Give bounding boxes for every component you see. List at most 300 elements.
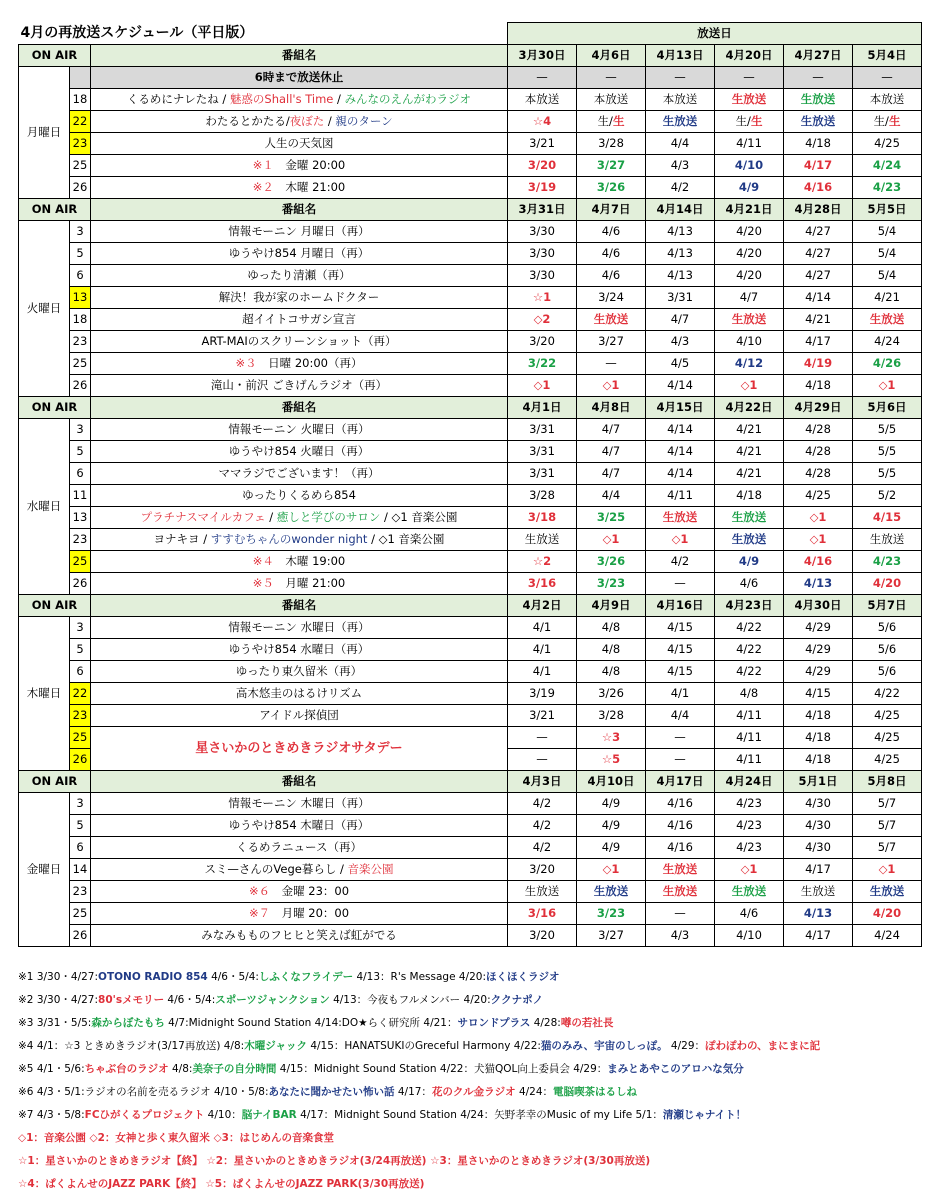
air-date-value: 4/20 <box>872 575 902 590</box>
program-name <box>91 551 508 573</box>
air-date-value: 4/28 <box>805 465 831 480</box>
air-date-value: 4/4 <box>670 135 690 150</box>
air-date-value: 生放送 <box>800 91 836 106</box>
air-date-cell <box>784 661 853 683</box>
air-date-cell <box>715 155 784 177</box>
air-date-cell <box>646 243 715 265</box>
program-name-part: 解決！我が家のホームドクター <box>218 289 380 304</box>
air-date-cell <box>577 441 646 463</box>
air-date-cell <box>853 727 922 749</box>
air-date-cell <box>508 639 577 661</box>
program-name <box>91 331 508 353</box>
hour-cell: 5 <box>70 441 91 463</box>
date-header: 4月22日 <box>715 397 784 419</box>
air-date-cell <box>508 221 577 243</box>
air-date-cell <box>577 133 646 155</box>
program-name-part: 音楽公園 <box>347 861 394 876</box>
air-date-cell <box>508 89 577 111</box>
weekday-label: 水曜日 <box>19 419 70 595</box>
air-date-value: 4/3 <box>670 927 690 942</box>
air-date-cell <box>784 837 853 859</box>
program-name-part: ※５ <box>252 575 274 590</box>
air-date-cell <box>577 177 646 199</box>
air-date-value: 4/10 <box>736 333 762 348</box>
schedule-row <box>19 485 922 507</box>
air-date-cell <box>715 639 784 661</box>
air-date-value: 4/13 <box>803 575 833 590</box>
air-date-value: 4/14 <box>667 465 693 480</box>
air-date-cell <box>577 529 646 551</box>
date-header: 4月20日 <box>715 45 784 67</box>
air-date-cell <box>853 463 922 485</box>
hour-cell: 5 <box>70 815 91 837</box>
air-date-value: 3/27 <box>596 157 626 172</box>
air-date-cell <box>784 419 853 441</box>
air-date-cell <box>577 243 646 265</box>
air-date-value: 4/1 <box>532 619 552 634</box>
air-date-value: 4/7 <box>739 289 759 304</box>
air-date-cell <box>853 243 922 265</box>
air-date-value: 4/7 <box>601 421 621 436</box>
air-date-cell <box>853 177 922 199</box>
air-date-cell <box>646 89 715 111</box>
footnote-text: ☆1：星さいかのときめきラジオ【終】 ☆2：星さいかのときめきラジオ(3/24再放送) ☆3：星さいかのときめきラジオ(3/30再放送) <box>18 1155 651 1167</box>
air-date-cell <box>853 859 922 881</box>
hour-cell: 6 <box>70 837 91 859</box>
air-date-cell <box>577 815 646 837</box>
air-date-cell <box>646 881 715 903</box>
air-date-value: 生/ <box>735 113 751 128</box>
program-name-part: ※６ <box>248 883 271 898</box>
footnote-text: ☆4：ぱくよんせのJAZZ PARK【終】 ☆5：ぱくよんせのJAZZ PARK(3/30再放送) <box>18 1178 425 1190</box>
air-date-cell <box>853 221 922 243</box>
air-date-cell <box>646 485 715 507</box>
program-name-part: ゆうやけ854 月曜日（再） <box>228 245 370 260</box>
air-date-cell <box>508 661 577 683</box>
program-name-part: 星さいかのときめきラジオサタデー <box>195 741 403 756</box>
air-date-cell <box>715 177 784 199</box>
air-date-value: 4/30 <box>805 817 831 832</box>
program-name-part: ヨナキヨ <box>153 531 200 546</box>
program-name <box>91 111 508 133</box>
air-date-cell <box>508 441 577 463</box>
air-date-cell <box>508 705 577 727</box>
air-date-cell <box>646 793 715 815</box>
air-date-value: 4/14 <box>805 289 831 304</box>
footnote-text: 木曜ジャック <box>244 1040 307 1052</box>
date-header: 4月15日 <box>646 397 715 419</box>
air-date-cell <box>715 529 784 551</box>
air-date-cell <box>577 683 646 705</box>
schedule-row <box>19 243 922 265</box>
program-name-part: すすむちゃんのwonder night <box>210 531 368 546</box>
air-date-value: 4/23 <box>872 179 902 194</box>
footnote-text: 80'sメモリー <box>98 994 165 1006</box>
air-date-value: 4/15 <box>667 663 693 678</box>
footnote-line <box>18 1104 918 1127</box>
air-date-value: 4/22 <box>736 619 762 634</box>
footnotes <box>18 966 918 1196</box>
air-date-cell <box>646 67 715 89</box>
footnote-text: ※4 4/1：☆3 ときめきラジオ(3/17再放送) 4/8: <box>18 1040 245 1052</box>
air-date-cell <box>577 551 646 573</box>
air-date-cell <box>508 793 577 815</box>
air-date-value: 4/16 <box>667 795 693 810</box>
air-date-cell <box>715 749 784 771</box>
program-name <box>91 683 508 705</box>
air-date-cell <box>853 67 922 89</box>
air-date-cell <box>508 375 577 397</box>
air-date-value: 3/20 <box>529 927 555 942</box>
air-date-cell <box>784 243 853 265</box>
air-date-value: 4/17 <box>805 927 831 942</box>
air-date-value: 3/31 <box>667 289 693 304</box>
program-column-header: 番組名 <box>91 595 508 617</box>
air-date-cell <box>784 925 853 947</box>
program-name-part: ※２ <box>252 179 274 194</box>
schedule-row <box>19 287 922 309</box>
program-name <box>91 441 508 463</box>
program-name <box>91 661 508 683</box>
air-date-cell <box>715 881 784 903</box>
air-date-cell <box>853 331 922 353</box>
program-name-part: ※３ <box>235 355 257 370</box>
program-name-part: わたるとかたる <box>205 113 286 128</box>
air-date-cell <box>646 529 715 551</box>
program-name <box>91 881 508 903</box>
hour-cell: 23 <box>70 133 91 155</box>
air-date-value: 4/6 <box>739 905 759 920</box>
program-name-part: ゆうやけ854 木曜日（再） <box>228 817 370 832</box>
air-date-value: 生放送 <box>869 883 905 898</box>
air-date-cell <box>853 617 922 639</box>
air-date-value: 4/18 <box>805 377 831 392</box>
schedule-row <box>19 903 922 925</box>
air-date-cell <box>646 419 715 441</box>
air-date-value: 4/25 <box>805 487 831 502</box>
air-date-cell <box>784 111 853 133</box>
schedule-row <box>19 859 922 881</box>
air-date-cell <box>715 925 784 947</box>
air-date-cell <box>508 331 577 353</box>
program-name <box>91 507 508 529</box>
footnote-text: ※7 4/3・5/8: <box>18 1109 85 1121</box>
air-date-cell <box>508 265 577 287</box>
program-name-part: 月曜 20：00 <box>270 905 350 920</box>
air-date-value: 4/15 <box>805 685 831 700</box>
air-date-value: 生放送 <box>731 91 767 106</box>
air-date-cell <box>646 331 715 353</box>
air-date-value: 4/30 <box>805 795 831 810</box>
air-date-cell <box>853 903 922 925</box>
air-date-value: 4/29 <box>805 663 831 678</box>
air-date-value: 3/27 <box>598 333 624 348</box>
footnote-text: 4/10： <box>204 1109 242 1121</box>
air-date-value: 生/ <box>873 113 889 128</box>
date-header: 4月30日 <box>784 595 853 617</box>
air-date-value: 生放送 <box>869 311 905 326</box>
air-date-cell <box>577 617 646 639</box>
air-date-cell <box>577 265 646 287</box>
rebroadcast-schedule-table <box>18 22 922 947</box>
air-date-cell <box>508 551 577 573</box>
air-date-cell <box>508 529 577 551</box>
footnote-text: 清瀬じゃナイト！ <box>662 1109 747 1121</box>
footnote-text: サロンドプラス <box>457 1017 531 1029</box>
program-name-part: ゆうやけ854 水曜日（再） <box>228 641 370 656</box>
footnote-text: 猫のみみ、宇宙のしっぽ。 <box>540 1040 668 1052</box>
program-name-part: みんなのえんがわラジオ <box>344 91 472 106</box>
program-name <box>91 89 508 111</box>
program-name <box>91 265 508 287</box>
airdate-header: 放送日 <box>508 23 922 45</box>
weekday-label: 月曜日 <box>19 67 70 199</box>
footnote-text: 4/7:Midnight Sound Station 4/14:DO★らく研究所 4/21： <box>164 1017 458 1029</box>
hour-cell: 3 <box>70 617 91 639</box>
air-date-value: 4/23 <box>736 839 762 854</box>
air-date-cell <box>715 67 784 89</box>
hour-cell: 3 <box>70 221 91 243</box>
air-date-value: 3/30 <box>529 267 555 282</box>
hour-cell: 14 <box>70 859 91 881</box>
air-date-cell <box>784 89 853 111</box>
footnote-text: ※5 4/1・5/6: <box>18 1063 85 1075</box>
program-name <box>91 309 508 331</box>
program-name-part: 高木悠圭のはるけリズム <box>235 685 363 700</box>
program-name-part: スミ—さんのVege暮らし <box>204 861 337 876</box>
air-date-cell <box>577 221 646 243</box>
air-date-cell <box>853 309 922 331</box>
footnote-line <box>18 1150 918 1173</box>
air-date-value: 3/21 <box>529 135 555 150</box>
hour-cell: 25 <box>70 155 91 177</box>
program-name-part: 金曜 20:00 <box>273 157 346 172</box>
program-name <box>91 617 508 639</box>
air-date-value: 5/4 <box>877 223 897 238</box>
air-date-value: 4/7 <box>601 443 621 458</box>
air-date-cell <box>715 793 784 815</box>
air-date-value: 4/29 <box>805 641 831 656</box>
program-name-part: くるめにナレたね <box>126 91 219 106</box>
schedule-row <box>19 155 922 177</box>
air-date-cell <box>853 155 922 177</box>
air-date-value: 3/31 <box>529 421 555 436</box>
air-date-value: 生放送 <box>662 113 698 128</box>
air-date-cell <box>577 925 646 947</box>
footnote-text: 4/17： <box>394 1086 432 1098</box>
air-date-cell <box>646 683 715 705</box>
air-date-cell <box>853 573 922 595</box>
day-header-row <box>19 595 922 617</box>
air-date-cell <box>508 67 577 89</box>
air-date-cell <box>508 419 577 441</box>
air-date-cell <box>853 441 922 463</box>
footnote-text: 4/13：R's Message 4/20: <box>353 971 486 983</box>
program-name-part: 癒しと学びのサロン <box>276 509 381 524</box>
air-date-cell <box>508 485 577 507</box>
air-date-value: 4/17 <box>805 333 831 348</box>
footnote-line <box>18 1081 918 1104</box>
program-name <box>91 485 508 507</box>
footnote-text: ◇1：音楽公園 ◇2：女神と歩く東久留米 ◇3：はじめんの音楽食堂 <box>18 1132 334 1144</box>
air-date-cell <box>577 287 646 309</box>
air-date-cell <box>784 265 853 287</box>
air-date-value: 3/26 <box>596 179 626 194</box>
footnote-text: 4/15：HANATSUKIのGreceful Harmony 4/22: <box>307 1040 541 1052</box>
air-date-value: ◇1 <box>740 377 758 392</box>
air-date-cell <box>508 177 577 199</box>
program-name-part: / <box>324 113 336 128</box>
hour-cell: 6 <box>70 463 91 485</box>
air-date-value: 4/18 <box>805 729 831 744</box>
air-date-cell <box>646 551 715 573</box>
footnote-text: 噂の若社長 <box>560 1017 614 1029</box>
air-date-value: 3/31 <box>529 465 555 480</box>
air-date-value: 4/30 <box>805 839 831 854</box>
schedule-row <box>19 463 922 485</box>
air-date-value: — <box>605 69 617 84</box>
air-date-value: 3/30 <box>529 223 555 238</box>
air-date-cell <box>784 67 853 89</box>
program-name-part: 木曜 19:00 <box>273 553 346 568</box>
air-date-value: — <box>605 355 617 370</box>
footnote-text: ちゃぶ台のラジオ <box>84 1063 169 1075</box>
on-air-label: ON AIR <box>19 199 91 221</box>
program-name-part: 6時まで放送休止 <box>254 69 344 84</box>
air-date-value: ☆4 <box>532 113 552 128</box>
air-date-value: 4/9 <box>601 839 621 854</box>
on-air-label: ON AIR <box>19 595 91 617</box>
air-date-value: 4/19 <box>803 355 833 370</box>
air-date-cell <box>577 903 646 925</box>
air-date-cell <box>646 309 715 331</box>
schedule-row <box>19 111 922 133</box>
program-name <box>91 793 508 815</box>
program-name-part: ゆったり清瀬（再） <box>247 267 351 282</box>
air-date-cell <box>508 309 577 331</box>
air-date-value: 5/7 <box>877 817 897 832</box>
air-date-value: 4/16 <box>667 817 693 832</box>
air-date-value: 生放送 <box>731 509 767 524</box>
schedule-row <box>19 89 922 111</box>
hour-cell: 26 <box>70 925 91 947</box>
air-date-cell <box>784 793 853 815</box>
air-date-cell <box>715 133 784 155</box>
air-date-cell <box>784 617 853 639</box>
air-date-value: 本放送 <box>662 91 698 106</box>
program-name-part: みなみもものフヒヒと笑えば虹がでる <box>201 927 397 942</box>
air-date-value: 3/20 <box>527 157 557 172</box>
air-date-cell <box>577 749 646 771</box>
air-date-value: — <box>674 729 686 744</box>
air-date-value: 生放送 <box>662 861 698 876</box>
air-date-cell <box>508 859 577 881</box>
air-date-value: 4/9 <box>738 179 760 194</box>
air-date-cell <box>508 133 577 155</box>
air-date-cell <box>646 111 715 133</box>
footnote-text: ※1 3/30・4/27: <box>18 971 99 983</box>
air-date-value: 本放送 <box>593 91 629 106</box>
hour-cell: 5 <box>70 639 91 661</box>
air-date-value: ◇1 <box>602 377 620 392</box>
schedule-row <box>19 529 922 551</box>
air-date-value: 生放送 <box>662 883 698 898</box>
air-date-cell <box>577 353 646 375</box>
air-date-value: ◇1 <box>809 531 827 546</box>
air-date-cell <box>784 221 853 243</box>
air-date-cell <box>715 111 784 133</box>
air-date-cell <box>646 705 715 727</box>
air-date-cell <box>715 485 784 507</box>
air-date-cell <box>715 903 784 925</box>
air-date-value: 生/ <box>597 113 613 128</box>
air-date-cell <box>577 463 646 485</box>
air-date-cell <box>784 463 853 485</box>
air-date-value: 生放送 <box>593 311 629 326</box>
footnote-text: 脳ナイBAR <box>241 1109 297 1121</box>
air-date-cell <box>646 507 715 529</box>
title-row <box>19 23 922 45</box>
air-date-value: 4/13 <box>667 245 693 260</box>
air-date-value: — <box>812 69 824 84</box>
schedule-row <box>19 881 922 903</box>
program-name <box>91 837 508 859</box>
air-date-value: 4/6 <box>601 223 621 238</box>
schedule-row <box>19 353 922 375</box>
program-name-part: 夜ぼた <box>289 113 325 128</box>
air-date-cell <box>508 155 577 177</box>
air-date-value: 4/11 <box>736 135 762 150</box>
footnote-text: スポーツジャンクション <box>215 994 330 1006</box>
air-date-cell <box>784 639 853 661</box>
air-date-cell <box>577 793 646 815</box>
air-date-cell <box>784 287 853 309</box>
program-name <box>91 155 508 177</box>
air-date-cell <box>508 881 577 903</box>
program-name <box>91 573 508 595</box>
air-date-value: 5/7 <box>877 839 897 854</box>
air-date-cell <box>715 353 784 375</box>
air-date-value: 3/20 <box>529 861 555 876</box>
date-header: 4月27日 <box>784 45 853 67</box>
program-name-part: / <box>285 113 290 128</box>
date-header: 4月1日 <box>508 397 577 419</box>
air-date-value: 5/2 <box>877 487 897 502</box>
air-date-value: 4/15 <box>667 641 693 656</box>
hour-cell: 23 <box>70 529 91 551</box>
air-date-value: 3/20 <box>529 333 555 348</box>
air-date-value: 4/4 <box>601 487 621 502</box>
air-date-cell <box>784 749 853 771</box>
air-date-cell <box>577 485 646 507</box>
air-date-cell <box>715 309 784 331</box>
on-air-label: ON AIR <box>19 397 91 419</box>
date-header: 4月28日 <box>784 199 853 221</box>
air-date-cell <box>853 815 922 837</box>
air-date-cell <box>508 353 577 375</box>
air-date-cell <box>715 463 784 485</box>
air-date-value: 3/23 <box>596 905 626 920</box>
program-name <box>91 419 508 441</box>
air-date-value: 4/9 <box>601 817 621 832</box>
program-name <box>91 287 508 309</box>
date-header: 4月2日 <box>508 595 577 617</box>
program-name <box>91 463 508 485</box>
air-date-value: 3/21 <box>529 707 555 722</box>
air-date-cell <box>715 419 784 441</box>
footnote-text: まみとあやこのアロハな気分 <box>607 1063 744 1075</box>
air-date-value: 3/31 <box>529 443 555 458</box>
